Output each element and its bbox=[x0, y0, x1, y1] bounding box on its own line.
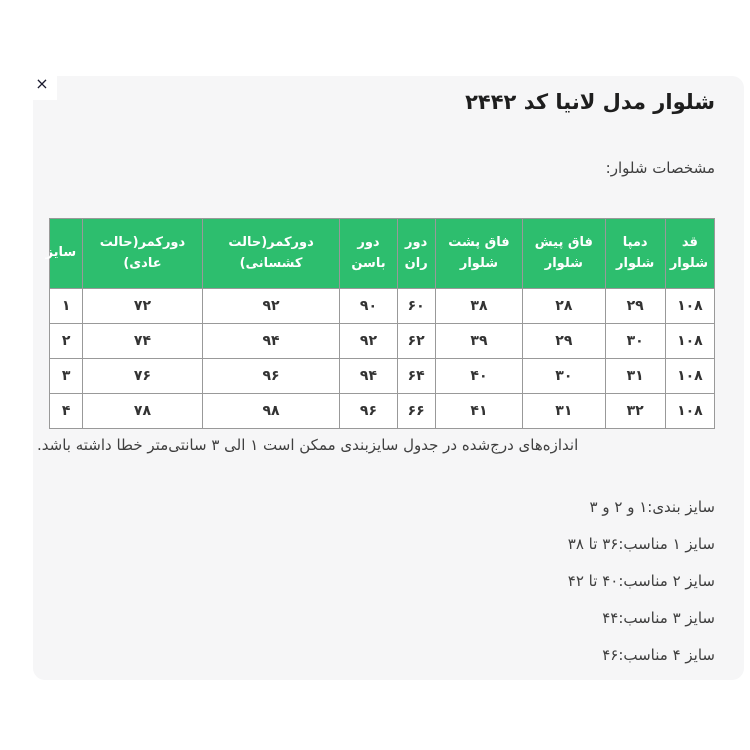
table-cell: ۳۱ bbox=[523, 394, 605, 429]
table-cell: ۱۰۸ bbox=[665, 359, 714, 394]
table-cell: ۲۹ bbox=[605, 289, 665, 324]
header-cell: دورکمر(حالت کشسانی) bbox=[202, 219, 340, 289]
table-cell: ۹۲ bbox=[202, 289, 340, 324]
table-cell: ۱ bbox=[50, 289, 83, 324]
header-cell: فاق پشت شلوار bbox=[435, 219, 522, 289]
table-cell: ۴۰ bbox=[435, 359, 522, 394]
table-cell: ۴ bbox=[50, 394, 83, 429]
table-cell: ۶۴ bbox=[397, 359, 435, 394]
table-cell: ۹۸ bbox=[202, 394, 340, 429]
table-row bbox=[50, 394, 715, 429]
table-cell: ۶۲ bbox=[397, 324, 435, 359]
header-row bbox=[50, 219, 715, 289]
table-cell: ۶۰ bbox=[397, 289, 435, 324]
size-table bbox=[45, 218, 715, 429]
table-cell: ۷۴ bbox=[83, 324, 203, 359]
table-row bbox=[50, 289, 715, 324]
table-cell: ۹۶ bbox=[340, 394, 397, 429]
header-cell: دورکمر(حالت عادی) bbox=[83, 219, 203, 289]
size-fit-line: سایز ۲ مناسب:۴۰ تا ۴۲ bbox=[567, 572, 715, 590]
table-cell: ۳۲ bbox=[605, 394, 665, 429]
table-cell: ۲۹ bbox=[523, 324, 605, 359]
size-fit-line: سایز ۱ مناسب:۳۶ تا ۳۸ bbox=[567, 535, 715, 553]
table-cell: ۳۰ bbox=[523, 359, 605, 394]
table-cell: ۹۴ bbox=[340, 359, 397, 394]
table-cell: ۱۰۸ bbox=[665, 394, 714, 429]
header-cell: دور باسن bbox=[340, 219, 397, 289]
header-cell: دمپا شلوار bbox=[605, 219, 665, 289]
size-note: اندازه‌های درج‌شده در جدول سایزبندی ممکن است ۱ الی ۳ سانتی‌متر خطا داشته باشد. bbox=[37, 436, 579, 454]
close-button[interactable]: × bbox=[27, 68, 57, 100]
page-title: شلوار مدل لانیا کد ۲۴۴۲ bbox=[465, 90, 715, 114]
size-fit-list bbox=[37, 489, 715, 674]
table-cell: ۷۶ bbox=[83, 359, 203, 394]
table-cell: ۹۶ bbox=[202, 359, 340, 394]
header-cell: فاق پیش شلوار bbox=[523, 219, 605, 289]
table-cell: ۳۱ bbox=[605, 359, 665, 394]
table-cell: ۱۰۸ bbox=[665, 289, 714, 324]
table-cell: ۲ bbox=[50, 324, 83, 359]
table-cell: ۲۸ bbox=[523, 289, 605, 324]
header-cell: سایز bbox=[50, 219, 83, 289]
table-row bbox=[50, 359, 715, 394]
table-cell: ۴۱ bbox=[435, 394, 522, 429]
table-row bbox=[50, 324, 715, 359]
table-cell: ۱۰۸ bbox=[665, 324, 714, 359]
table-cell: ۷۲ bbox=[83, 289, 203, 324]
table-cell: ۳ bbox=[50, 359, 83, 394]
header-cell: قد شلوار bbox=[665, 219, 714, 289]
table-cell: ۹۴ bbox=[202, 324, 340, 359]
size-fit-line: سایز ۳ مناسب:۴۴ bbox=[602, 609, 715, 627]
size-fit-line: سایز بندی:۱ و ۲ و ۳ bbox=[589, 498, 715, 516]
section-label: مشخصات شلوار: bbox=[605, 159, 715, 177]
table-cell: ۷۸ bbox=[83, 394, 203, 429]
table-cell: ۳۸ bbox=[435, 289, 522, 324]
table-cell: ۳۹ bbox=[435, 324, 522, 359]
table-cell: ۳۰ bbox=[605, 324, 665, 359]
table-cell: ۹۲ bbox=[340, 324, 397, 359]
table-cell: ۶۶ bbox=[397, 394, 435, 429]
size-fit-line: سایز ۴ مناسب:۴۶ bbox=[602, 646, 715, 664]
header-cell: دور ران bbox=[397, 219, 435, 289]
table-cell: ۹۰ bbox=[340, 289, 397, 324]
size-guide-panel bbox=[33, 76, 744, 680]
